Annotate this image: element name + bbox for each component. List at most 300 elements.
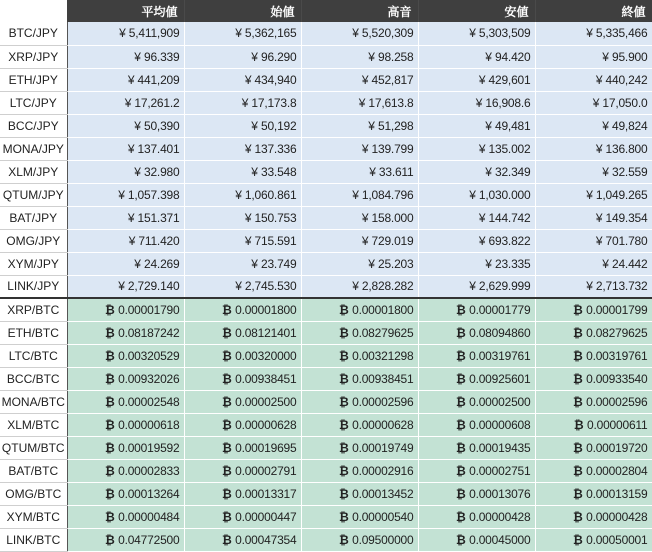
pair-label: XYM/JPY (0, 252, 67, 275)
price-cell (418, 505, 535, 528)
table-row (0, 482, 652, 505)
price-value: 1,049.265 (595, 187, 648, 202)
price-cell (67, 344, 184, 367)
price-cell (184, 45, 301, 68)
price-value: 135.002 (488, 141, 531, 156)
price-value: 0.00933540 (586, 371, 648, 386)
price-cell (184, 459, 301, 482)
price-cell (535, 390, 652, 413)
table-row (0, 344, 652, 367)
price-value: 0.00013264 (118, 486, 180, 501)
price-cell (301, 229, 418, 252)
price-value: 50,192 (260, 118, 297, 133)
price-cell (301, 114, 418, 137)
bitcoin-symbol: ₿ (572, 394, 583, 409)
price-cell (418, 114, 535, 137)
price-value: 49,824 (611, 118, 648, 133)
yen-symbol: ¥ (485, 118, 492, 133)
yen-symbol: ¥ (134, 256, 141, 271)
price-value: 0.00047354 (235, 532, 297, 547)
pair-label: LINK/JPY (0, 275, 67, 298)
bitcoin-symbol: ₿ (221, 348, 232, 363)
price-value: 144.742 (488, 210, 531, 225)
price-cell (184, 68, 301, 91)
bitcoin-symbol: ₿ (455, 302, 466, 317)
price-value: 0.00001779 (469, 302, 531, 317)
bitcoin-symbol: ₿ (221, 371, 232, 386)
yen-symbol: ¥ (244, 210, 252, 225)
price-cell (301, 91, 418, 114)
price-cell (535, 229, 652, 252)
price-value: 96.290 (260, 49, 297, 64)
yen-symbol: ¥ (595, 233, 603, 248)
price-value: 32.980 (143, 164, 180, 179)
price-value: 0.00002833 (118, 463, 180, 478)
bitcoin-symbol: ₿ (104, 486, 115, 501)
price-cell (418, 68, 535, 91)
yen-symbol: ¥ (469, 26, 476, 41)
price-cell (418, 413, 535, 436)
pair-label: QTUM/JPY (0, 183, 67, 206)
pair-label: XYM/BTC (0, 505, 67, 528)
price-cell (301, 390, 418, 413)
yen-symbol: ¥ (586, 279, 593, 294)
price-cell (67, 206, 184, 229)
price-cell (535, 206, 652, 229)
price-value: 0.00319761 (586, 348, 648, 363)
table-body (0, 22, 652, 551)
bitcoin-symbol: ₿ (338, 371, 349, 386)
price-value: 441,209 (137, 72, 180, 87)
table-row (0, 528, 652, 551)
table-row (0, 252, 652, 275)
bitcoin-symbol: ₿ (104, 371, 115, 386)
bitcoin-symbol: ₿ (572, 486, 583, 501)
bitcoin-symbol: ₿ (572, 463, 583, 478)
price-cell (67, 390, 184, 413)
yen-symbol: ¥ (368, 256, 375, 271)
price-cell (184, 137, 301, 160)
pair-label: BAT/JPY (0, 206, 67, 229)
yen-symbol: ¥ (118, 187, 125, 202)
price-value: 0.00002500 (469, 394, 531, 409)
table-row (0, 390, 652, 413)
price-value: 0.00000447 (235, 509, 297, 524)
yen-symbol: ¥ (592, 95, 600, 110)
price-value: 94.420 (494, 49, 531, 64)
price-cell (301, 321, 418, 344)
price-value: 0.00019592 (118, 440, 180, 455)
price-value: 51,298 (377, 118, 414, 133)
yen-symbol: ¥ (361, 141, 369, 156)
yen-symbol: ¥ (134, 118, 141, 133)
bitcoin-symbol: ₿ (338, 348, 349, 363)
pair-label: LTC/JPY (0, 91, 67, 114)
bitcoin-symbol: ₿ (221, 417, 232, 432)
price-value: 137.401 (137, 141, 180, 156)
yen-symbol: ¥ (244, 72, 252, 87)
price-cell (418, 275, 535, 298)
table-row (0, 275, 652, 298)
bitcoin-symbol: ₿ (455, 440, 466, 455)
price-cell (67, 22, 184, 45)
bitcoin-symbol: ₿ (221, 394, 232, 409)
price-cell (301, 206, 418, 229)
price-cell (418, 344, 535, 367)
pair-label: XLM/BTC (0, 413, 67, 436)
price-value: 96.339 (143, 49, 180, 64)
price-cell (535, 160, 652, 183)
table-row (0, 137, 652, 160)
bitcoin-symbol: ₿ (221, 509, 232, 524)
price-value: 49,481 (494, 118, 531, 133)
price-value: 5,411,909 (128, 26, 180, 41)
price-value: 0.00925601 (469, 371, 531, 386)
yen-symbol: ¥ (478, 210, 486, 225)
table-row (0, 459, 652, 482)
yen-symbol: ¥ (134, 49, 141, 64)
yen-symbol: ¥ (586, 26, 593, 41)
bitcoin-symbol: ₿ (221, 486, 232, 501)
price-cell (301, 137, 418, 160)
price-cell (301, 505, 418, 528)
price-value: 729.019 (371, 233, 414, 248)
price-cell (535, 137, 652, 160)
header-close: 終値 (535, 0, 652, 22)
yen-symbol: ¥ (235, 187, 242, 202)
price-cell (535, 321, 652, 344)
price-value: 5,335,466 (595, 26, 648, 41)
yen-symbol: ¥ (469, 187, 476, 202)
price-value: 0.00002804 (586, 463, 648, 478)
price-value: 5,303,509 (478, 26, 531, 41)
price-value: 0.00000628 (352, 417, 414, 432)
table-row (0, 114, 652, 137)
bitcoin-symbol: ₿ (104, 302, 115, 317)
price-cell (301, 275, 418, 298)
price-cell (301, 344, 418, 367)
bitcoin-symbol: ₿ (455, 325, 466, 340)
price-value: 0.00013076 (469, 486, 531, 501)
price-cell (418, 206, 535, 229)
price-value: 0.00001799 (586, 302, 648, 317)
price-value: 0.00013317 (235, 486, 297, 501)
price-value: 429,601 (488, 72, 531, 87)
price-cell (535, 436, 652, 459)
price-cell (301, 413, 418, 436)
price-value: 0.00002596 (586, 394, 648, 409)
bitcoin-symbol: ₿ (338, 532, 349, 547)
yen-symbol: ¥ (478, 141, 486, 156)
yen-symbol: ¥ (478, 233, 486, 248)
price-cell (535, 298, 652, 321)
price-cell (184, 436, 301, 459)
table-row (0, 298, 652, 321)
price-value: 150.753 (254, 210, 297, 225)
yen-symbol: ¥ (127, 72, 135, 87)
price-value: 0.00000428 (469, 509, 531, 524)
price-cell (301, 22, 418, 45)
price-cell (67, 160, 184, 183)
bitcoin-symbol: ₿ (573, 417, 584, 432)
price-cell (535, 505, 652, 528)
yen-symbol: ¥ (352, 187, 359, 202)
price-cell (67, 505, 184, 528)
price-value: 0.00019435 (469, 440, 531, 455)
price-value: 17,173.8 (251, 95, 297, 110)
price-value: 1,084.796 (361, 187, 414, 202)
price-value: 158.000 (371, 210, 414, 225)
price-value: 24.442 (611, 256, 648, 271)
price-value: 0.00932026 (118, 371, 180, 386)
bitcoin-symbol: ₿ (572, 325, 583, 340)
yen-symbol: ¥ (244, 141, 252, 156)
table-row (0, 45, 652, 68)
header-low: 安値 (418, 0, 535, 22)
bitcoin-symbol: ₿ (104, 417, 115, 432)
pair-label: XRP/BTC (0, 298, 67, 321)
price-cell (301, 436, 418, 459)
price-cell (418, 436, 535, 459)
price-cell (418, 160, 535, 183)
price-cell (418, 22, 535, 45)
price-cell (184, 91, 301, 114)
price-cell (184, 505, 301, 528)
price-value: 0.00000611 (586, 417, 648, 432)
price-cell (67, 413, 184, 436)
price-value: 0.00000428 (586, 509, 648, 524)
price-value: 0.00320529 (118, 348, 180, 363)
price-cell (301, 68, 418, 91)
bitcoin-symbol: ₿ (221, 463, 232, 478)
price-value: 0.00000618 (118, 417, 180, 432)
yen-symbol: ¥ (368, 118, 375, 133)
pair-label: BCC/JPY (0, 114, 67, 137)
price-cell (67, 275, 184, 298)
price-cell (301, 528, 418, 551)
price-value: 0.00002751 (469, 463, 531, 478)
price-cell (67, 459, 184, 482)
yen-symbol: ¥ (475, 95, 483, 110)
price-value: 137.336 (254, 141, 297, 156)
price-value: 0.00019720 (586, 440, 648, 455)
price-value: 0.00321298 (352, 348, 414, 363)
price-cell (535, 482, 652, 505)
price-cell (67, 229, 184, 252)
header-average: 平均値 (67, 0, 184, 22)
price-cell (184, 344, 301, 367)
bitcoin-symbol: ₿ (338, 486, 349, 501)
price-value: 98.258 (377, 49, 414, 64)
price-cell (301, 160, 418, 183)
table-row (0, 229, 652, 252)
price-value: 0.00000484 (118, 509, 180, 524)
price-value: 440,242 (605, 72, 648, 87)
bitcoin-symbol: ₿ (221, 302, 232, 317)
price-cell (535, 528, 652, 551)
table-row (0, 91, 652, 114)
pair-label: MONA/BTC (0, 390, 67, 413)
price-value: 1,030.000 (478, 187, 531, 202)
price-value: 32.349 (494, 164, 531, 179)
bitcoin-symbol: ₿ (104, 348, 115, 363)
price-value: 2,729.140 (127, 279, 180, 294)
bitcoin-symbol: ₿ (572, 302, 583, 317)
price-value: 0.00938451 (235, 371, 297, 386)
pair-label: XLM/JPY (0, 160, 67, 183)
price-value: 139.799 (371, 141, 414, 156)
yen-symbol: ¥ (128, 233, 136, 248)
bitcoin-symbol: ₿ (338, 509, 349, 524)
bitcoin-symbol: ₿ (455, 348, 466, 363)
price-value: 0.00320000 (235, 348, 297, 363)
table-row (0, 413, 652, 436)
price-cell (301, 482, 418, 505)
price-cell (184, 229, 301, 252)
price-value: 5,520,309 (361, 26, 414, 41)
price-value: 0.00000608 (469, 417, 531, 432)
price-value: 2,629.999 (478, 279, 531, 294)
pair-label: ETH/JPY (0, 68, 67, 91)
price-cell (418, 183, 535, 206)
table-row (0, 68, 652, 91)
bitcoin-symbol: ₿ (338, 302, 349, 317)
yen-symbol: ¥ (251, 118, 258, 133)
price-value: 0.08279625 (586, 325, 648, 340)
price-value: 0.09500000 (352, 532, 414, 547)
price-cell (418, 229, 535, 252)
price-value: 24.269 (143, 256, 180, 271)
price-value: 1,057.398 (127, 187, 180, 202)
price-value: 50,390 (143, 118, 180, 133)
price-cell (301, 183, 418, 206)
bitcoin-symbol: ₿ (104, 394, 115, 409)
bitcoin-symbol: ₿ (104, 325, 115, 340)
price-value: 452,817 (371, 72, 414, 87)
yen-symbol: ¥ (352, 26, 359, 41)
yen-symbol: ¥ (485, 256, 492, 271)
yen-symbol: ¥ (235, 26, 242, 41)
price-cell (184, 390, 301, 413)
table-row (0, 321, 652, 344)
price-cell (535, 252, 652, 275)
price-value: 17,050.0 (602, 95, 648, 110)
price-cell (67, 528, 184, 551)
price-cell (535, 91, 652, 114)
price-value: 0.08094860 (469, 325, 531, 340)
price-cell (535, 275, 652, 298)
price-cell (535, 459, 652, 482)
price-cell (184, 160, 301, 183)
bitcoin-symbol: ₿ (221, 532, 232, 547)
pair-label: BCC/BTC (0, 367, 67, 390)
pair-label: OMG/BTC (0, 482, 67, 505)
header-high: 高音 (301, 0, 418, 22)
price-cell (184, 321, 301, 344)
price-cell (67, 367, 184, 390)
table-row (0, 183, 652, 206)
table-row (0, 505, 652, 528)
price-cell (184, 413, 301, 436)
table-row (0, 22, 652, 45)
yen-symbol: ¥ (361, 233, 369, 248)
price-value: 0.00013452 (352, 486, 414, 501)
bitcoin-symbol: ₿ (455, 532, 466, 547)
bitcoin-symbol: ₿ (221, 325, 232, 340)
price-cell (67, 321, 184, 344)
price-value: 711.420 (138, 233, 180, 248)
price-cell (184, 275, 301, 298)
price-value: 715.591 (254, 233, 297, 248)
price-cell (184, 183, 301, 206)
bitcoin-symbol: ₿ (572, 509, 583, 524)
pair-label: LINK/BTC (0, 528, 67, 551)
price-value: 17,261.2 (134, 95, 180, 110)
price-cell (301, 252, 418, 275)
price-cell (418, 321, 535, 344)
price-value: 23.335 (494, 256, 531, 271)
price-value: 1,060.861 (244, 187, 297, 202)
yen-symbol: ¥ (358, 95, 366, 110)
price-value: 0.00000628 (235, 417, 297, 432)
price-cell (418, 459, 535, 482)
price-value: 0.08121401 (235, 325, 297, 340)
price-value: 0.00002596 (352, 394, 414, 409)
yen-symbol: ¥ (124, 95, 132, 110)
price-value: 25.203 (377, 256, 414, 271)
price-value: 0.04772500 (118, 532, 180, 547)
price-cell (418, 528, 535, 551)
price-value: 0.00319761 (469, 348, 531, 363)
price-cell (301, 45, 418, 68)
table-row (0, 160, 652, 183)
bitcoin-symbol: ₿ (221, 440, 232, 455)
price-value: 701.780 (605, 233, 648, 248)
price-value: 693.822 (488, 233, 531, 248)
price-cell (535, 68, 652, 91)
yen-symbol: ¥ (118, 279, 125, 294)
yen-symbol: ¥ (361, 72, 369, 87)
bitcoin-symbol: ₿ (455, 394, 466, 409)
price-cell (184, 252, 301, 275)
bitcoin-symbol: ₿ (338, 325, 349, 340)
yen-symbol: ¥ (235, 279, 242, 294)
price-value: 0.08187242 (118, 325, 180, 340)
price-cell (184, 22, 301, 45)
price-value: 32.559 (611, 164, 648, 179)
price-value: 0.00013159 (586, 486, 648, 501)
yen-symbol: ¥ (485, 49, 492, 64)
yen-symbol: ¥ (595, 72, 603, 87)
price-cell (67, 436, 184, 459)
bitcoin-symbol: ₿ (104, 509, 115, 524)
price-value: 0.00002791 (235, 463, 297, 478)
header-row (0, 0, 652, 22)
price-value: 0.00001800 (352, 302, 414, 317)
price-value: 149.354 (605, 210, 648, 225)
price-cell (184, 528, 301, 551)
yen-symbol: ¥ (127, 141, 135, 156)
yen-symbol: ¥ (127, 210, 135, 225)
price-cell (67, 482, 184, 505)
yen-symbol: ¥ (251, 164, 258, 179)
yen-symbol: ¥ (369, 164, 376, 179)
price-cell (184, 298, 301, 321)
price-cell (535, 183, 652, 206)
price-value: 0.00001800 (235, 302, 297, 317)
price-cell (535, 114, 652, 137)
price-cell (418, 367, 535, 390)
